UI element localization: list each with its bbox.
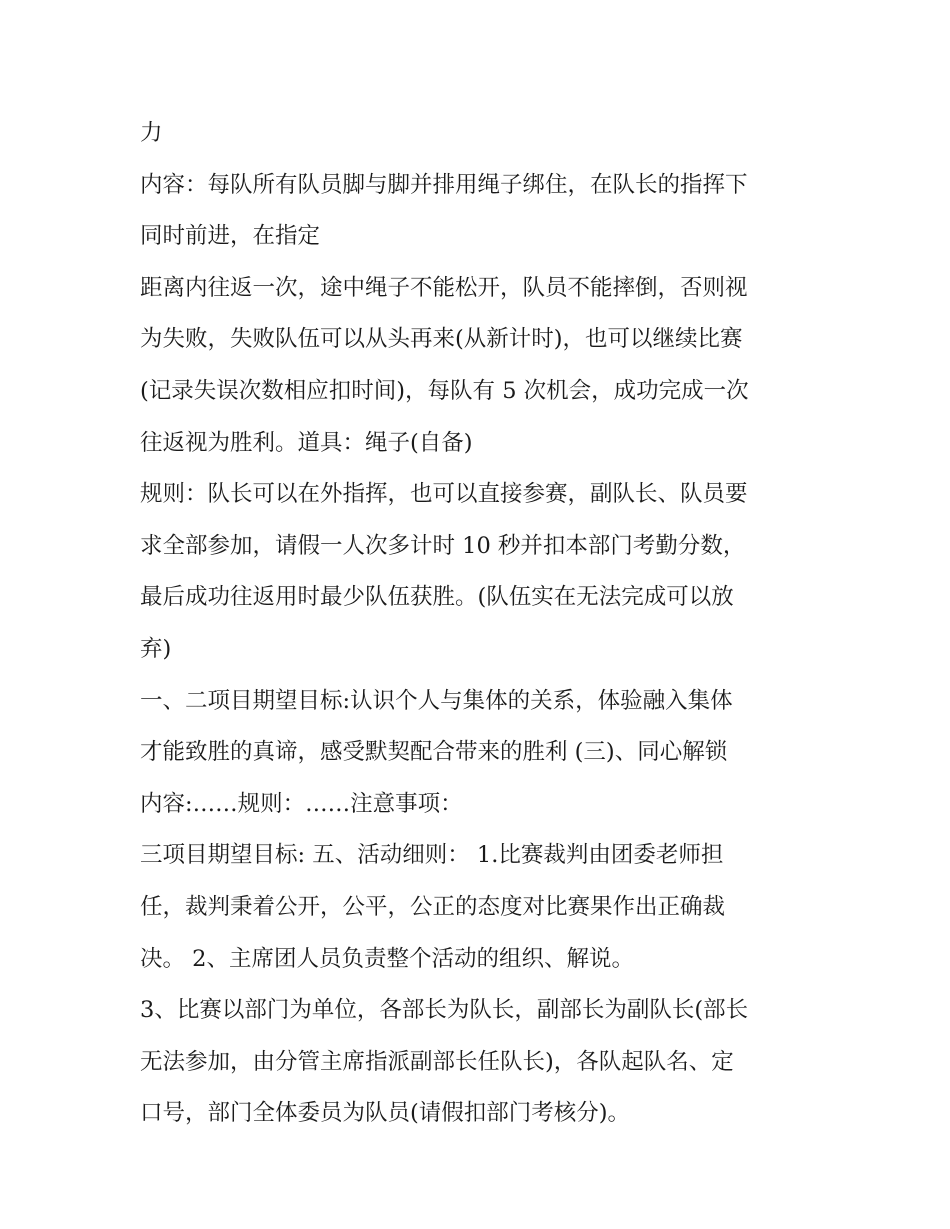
- text-line: 决。 2、主席团人员负责整个活动的组织、解说。: [140, 945, 634, 972]
- text-line: 无法参加，由分管主席指派副部长任队长)，各队起队名、定: [140, 1048, 734, 1075]
- text-line: 3、比赛以部门为单位，各部长为队长，副部长为副队长(部长: [140, 997, 749, 1024]
- text-line: 最后成功往返用时最少队伍获胜。(队伍实在无法完成可以放: [140, 584, 734, 611]
- text-line: 任，裁判秉着公开，公平，公正的态度对比赛果作出正确裁: [140, 893, 726, 920]
- text-line: 求全部参加，请假一人次多计时 10 秒并扣本部门考勤分数，: [140, 532, 746, 559]
- text-line: 距离内往返一次，途中绳子不能松开，队员不能摔倒，否则视: [140, 274, 748, 301]
- text-line: 往返视为胜利。道具：绳子(自备): [140, 429, 473, 456]
- text-line: 同时前进，在指定: [140, 223, 321, 250]
- text-line: 规则：队长可以在外指挥，也可以直接参赛，副队长、队员要: [140, 481, 748, 508]
- text-line: 内容：每队所有队员脚与脚并排用绳子绑住，在队长的指挥下: [140, 171, 748, 198]
- text-line: 内容:……规则：……注意事项：: [140, 790, 463, 817]
- text-line: 为失败，失败队伍可以从头再来(从新计时)，也可以继续比赛: [140, 326, 743, 353]
- text-line: 才能致胜的真谛，感受默契配合带来的胜利 (三)、同心解锁: [140, 739, 728, 766]
- text-line: 三项目期望目标: 五、活动细则： 1.比赛裁判由团委老师担: [140, 842, 724, 869]
- document-body: [140, 108, 820, 1140]
- text-line: 一、二项目期望目标:认识个人与集体的关系，体验融入集体: [140, 687, 733, 714]
- text-line: 力: [140, 120, 163, 146]
- text-line: 口号，部门全体委员为队员(请假扣部门考核分)。: [140, 1100, 631, 1127]
- text-line: 弃): [140, 635, 172, 662]
- text-line: (记录失误次数相应扣时间)，每队有 5 次机会，成功完成一次: [140, 377, 749, 404]
